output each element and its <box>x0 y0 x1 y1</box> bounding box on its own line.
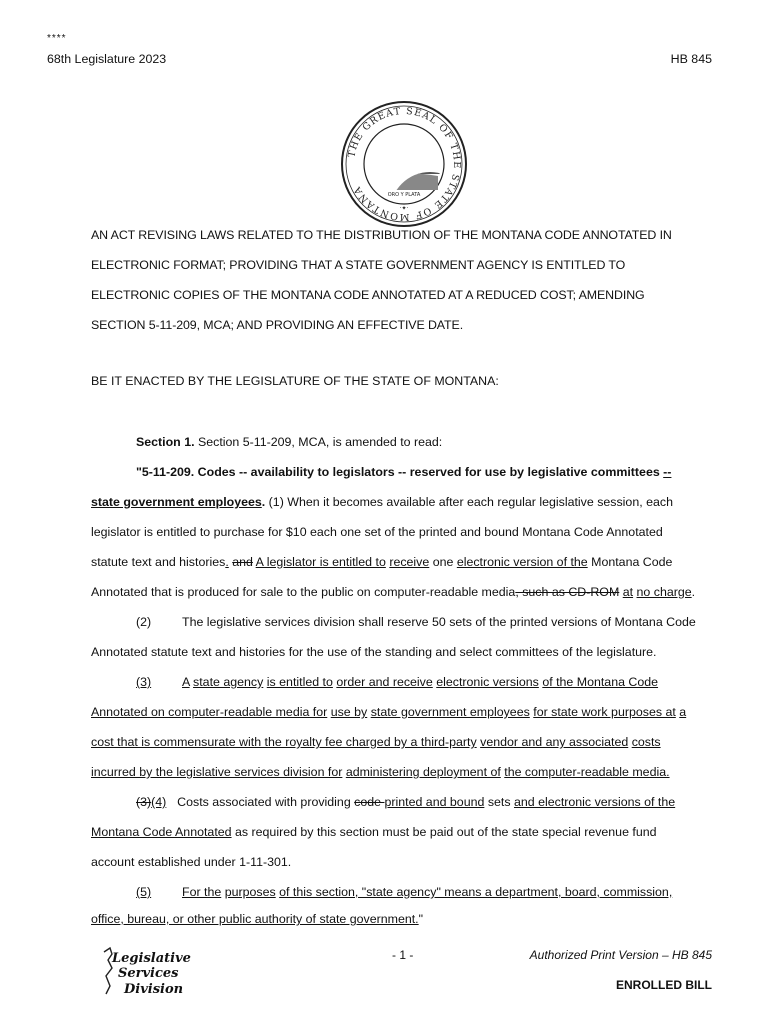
enrolled-bill-label: ENROLLED BILL <box>616 978 712 992</box>
inserted-text: -- <box>663 465 672 479</box>
inserted-text: at <box>622 585 634 599</box>
paragraph-3-line <box>91 705 686 719</box>
inserted-text: . <box>225 555 229 569</box>
deleted-text: , such as CD-ROM <box>515 585 620 599</box>
deleted-text: and <box>232 555 253 569</box>
paragraph-3-line <box>136 675 658 689</box>
paragraph-number: (3) <box>136 675 152 689</box>
inserted-text: of this section, "state agency" means a department, board, commission, <box>279 885 673 899</box>
act-title-line: ELECTRONIC FORMAT; PROVIDING THAT A STATE GOVERNMENT AGENCY IS ENTITLED TO <box>91 258 626 272</box>
paragraph-text: . <box>691 585 696 599</box>
paragraph-1-line <box>91 495 673 509</box>
paragraph-text: Annotated that is produced for sale to the public on computer-readable media <box>91 585 516 599</box>
act-title-line: ELECTRONIC COPIES OF THE MONTANA CODE ANNOTATED AT A REDUCED COST; AMENDING <box>91 288 645 302</box>
inserted-text: printed and bound <box>384 795 485 809</box>
inserted-text: the computer-readable media. <box>504 765 670 779</box>
inserted-text: is entitled to <box>266 675 333 689</box>
paragraph-number: (5) <box>136 885 152 899</box>
section-intro: Section 5-11-209, MCA, is amended to read: <box>194 435 443 449</box>
logo-line: Division <box>124 982 184 997</box>
catchline-end: . <box>261 495 266 509</box>
inserted-text: incurred by the legislative services division for <box>91 765 343 779</box>
page-number: - 1 - <box>392 948 414 962</box>
act-title-line: SECTION 5-11-209, MCA; AND PROVIDING AN EFFECTIVE DATE. <box>91 318 464 332</box>
paragraph-3-line <box>91 735 661 749</box>
paragraph-3-line <box>91 765 670 779</box>
inserted-text: costs <box>631 735 661 749</box>
inserted-text: For the <box>182 885 222 899</box>
paragraph-2-line: Annotated statute text and histories for the use of the standing and select committees of the legislature. <box>91 645 657 659</box>
inserted-text: state government employees <box>370 705 530 719</box>
inserted-text: order and receive <box>336 675 433 689</box>
inserted-text: for state work purposes at <box>533 705 676 719</box>
inserted-text: office, bureau, or other public authority of state government. <box>91 912 419 926</box>
inserted-text: Montana Code Annotated <box>91 825 232 839</box>
paragraph-5-line <box>136 885 672 899</box>
seal-text: THE GREAT SEAL OF THE STATE OF MONTANA <box>346 105 463 223</box>
svg-text:·✦·: ·✦· <box>399 205 409 212</box>
paragraph-number: (2) <box>136 615 152 629</box>
inserted-text: (4) <box>151 795 167 809</box>
inserted-text: use by <box>330 705 368 719</box>
enacting-clause: BE IT ENACTED BY THE LEGISLATURE OF THE STATE OF MONTANA: <box>91 374 499 388</box>
paragraph-text: as required by this section must be paid out of the state special revenue fund <box>231 825 657 839</box>
authorized-print-version: Authorized Print Version – HB 845 <box>529 948 712 962</box>
inserted-text: state government employees <box>91 495 262 509</box>
bill-number: HB 845 <box>670 52 712 66</box>
inserted-text: a <box>679 705 687 719</box>
inserted-text: of the Montana Code <box>542 675 659 689</box>
inserted-text: state agency <box>193 675 264 689</box>
paragraph-4-line <box>136 795 675 809</box>
inserted-text: no charge <box>636 585 692 599</box>
inserted-text: A legislator is entitled to <box>255 555 386 569</box>
state-seal-icon <box>340 100 468 228</box>
paragraph-2-line <box>136 615 696 629</box>
header-stars: **** <box>47 33 67 44</box>
inserted-text: and electronic versions of the <box>513 795 676 809</box>
paragraph-5-line <box>91 912 423 926</box>
deleted-text: (3) <box>136 795 152 809</box>
inserted-text: receive <box>389 555 430 569</box>
paragraph-text: The legislative services division shall reserve 50 sets of the printed versions of Montana Code <box>182 615 696 629</box>
inserted-text: electronic version of the <box>456 555 588 569</box>
inserted-text: cost that is commensurate with the royalty fee charged by a third-party <box>91 735 477 749</box>
paragraph-text: Montana Code <box>587 555 673 569</box>
legislature-session: 68th Legislature 2023 <box>47 52 167 66</box>
svg-text:ORO Y PLATA: ORO Y PLATA <box>387 192 421 198</box>
legislative-services-division-logo <box>100 946 192 998</box>
inserted-text: electronic versions <box>436 675 539 689</box>
paragraph-text: statute text and histories <box>91 555 226 569</box>
section-heading <box>136 435 442 449</box>
deleted-text: code <box>354 795 385 809</box>
inserted-text: purposes <box>224 885 276 899</box>
inserted-text: vendor and any associated <box>480 735 629 749</box>
paragraph-1-line <box>91 555 672 569</box>
inserted-text: A <box>182 675 190 689</box>
paragraph-text: Costs associated with providing <box>177 795 355 809</box>
catchline-text: "5-11-209. Codes -- availability to legislators -- reserved for use by legislative committees <box>136 465 664 479</box>
paragraph-text: one <box>429 555 457 569</box>
paragraph-1-line: legislator is entitled to purchase for $10 each one set of the printed and bound Montana Code Annotated <box>91 525 663 539</box>
inserted-text: administering deployment of <box>345 765 501 779</box>
act-title-line: AN ACT REVISING LAWS RELATED TO THE DISTRIBUTION OF THE MONTANA CODE ANNOTATED IN <box>91 228 672 242</box>
section-catchline <box>136 465 671 479</box>
logo-line: Services <box>118 966 179 981</box>
closing-quote: " <box>418 912 424 926</box>
section-number: Section 1. <box>136 435 195 449</box>
paragraph-4-line <box>91 825 657 839</box>
paragraph-text: sets <box>484 795 514 809</box>
paragraph-text: (1) When it becomes available after each regular legislative session, each <box>265 495 673 509</box>
logo-line: Legislative <box>112 951 191 966</box>
paragraph-4-line: account established under 1-11-301. <box>91 855 292 869</box>
paragraph-1-line <box>91 585 695 599</box>
inserted-text: Annotated on computer-readable media for <box>91 705 328 719</box>
